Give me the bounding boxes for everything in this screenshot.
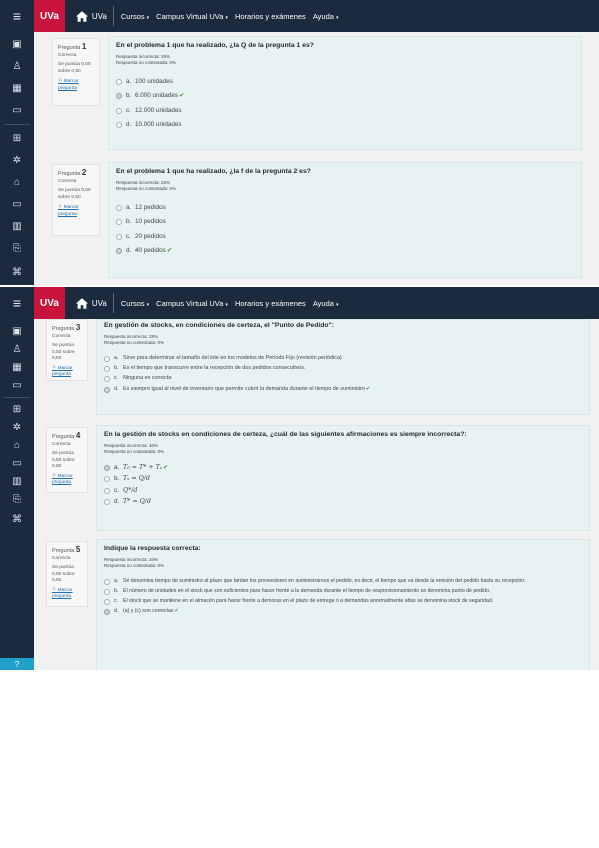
radio-button[interactable] xyxy=(104,476,110,482)
radio-button[interactable] xyxy=(116,122,122,128)
quiz-review-content xyxy=(34,32,599,285)
grid-icon[interactable]: ⊞ xyxy=(12,132,22,144)
answer-list xyxy=(116,204,574,256)
answer-option[interactable]: b. Tₛ = Q/d xyxy=(104,475,582,484)
home-label: UVa xyxy=(91,298,107,308)
graduation-icon[interactable]: ⌘ xyxy=(12,513,22,525)
question-body-2 xyxy=(108,162,582,278)
answer-option[interactable]: c. Q*/d xyxy=(104,487,582,496)
question-number: 4 xyxy=(75,431,81,440)
caret-down-icon: ▾ xyxy=(146,301,150,308)
hamburger-menu-icon[interactable]: ≡ xyxy=(12,8,22,24)
menu-cursos[interactable]: Cursos ▾ xyxy=(120,298,150,308)
question-status: Correcta xyxy=(52,555,71,561)
caret-down-icon: ▾ xyxy=(225,14,228,21)
files-icon[interactable]: ⎘ xyxy=(13,493,21,505)
stat-unanswered: Respuesta no contestada: 0% xyxy=(104,340,165,346)
courses-icon[interactable]: ▥ xyxy=(12,220,22,232)
dashboard-icon[interactable]: ▣ xyxy=(12,325,22,337)
calendar-icon[interactable]: ▦ xyxy=(12,361,22,373)
answer-option[interactable]: d. (a) y (c) son correctas✔ xyxy=(104,608,582,615)
answer-option[interactable]: d. T* = Q/d xyxy=(104,498,582,507)
radio-button[interactable] xyxy=(104,599,110,605)
question-info-2: Pregunta 2 Correcta Se puntúa 0,50 sobre 0,50 ⚐ Marcar pregunta xyxy=(52,164,100,236)
top-navbar xyxy=(0,0,599,32)
flag-question-link[interactable]: ⚐ Marcar pregunta xyxy=(58,79,79,91)
question-number: 1 xyxy=(81,42,87,51)
question-status: Correcta xyxy=(58,178,77,184)
files-icon[interactable]: ⎘ xyxy=(13,242,21,254)
caret-down-icon: ▾ xyxy=(335,301,339,308)
left-sidebar xyxy=(0,319,34,670)
radio-button[interactable] xyxy=(116,79,122,85)
question-number: 2 xyxy=(81,168,87,177)
radio-button-selected[interactable] xyxy=(104,465,110,471)
sidebar-divider xyxy=(4,397,30,398)
question-body-1 xyxy=(108,36,582,150)
answer-option[interactable]: a. Se denomina tiempo de suministro al plazo que tardan los proveedores en suministrarnos el pedido, es decir, el tiempo que va desde la emisión del pedido hasta su recepción. xyxy=(104,578,582,585)
answer-option[interactable]: d. 10.000 unidades xyxy=(116,121,574,130)
courses-icon[interactable]: ▥ xyxy=(12,475,22,487)
question-info-5: Pregunta 5 Correcta Se puntúa 0,50 sobre 0,50 ⚐ Marcar pregunta xyxy=(46,541,88,607)
answer-option[interactable]: a. 100 unidades xyxy=(116,78,574,87)
folder-icon[interactable]: ▭ xyxy=(12,379,22,391)
question-status: Correcta xyxy=(52,441,71,447)
answer-list xyxy=(104,355,582,393)
correct-check-icon: ✔ xyxy=(162,463,169,471)
question-info-4: Pregunta 4 Correcta Se puntúa 0,50 sobre 0,50 ⚐ Marcar pregunta xyxy=(46,427,88,493)
home-label: UVa xyxy=(91,11,107,21)
answer-list xyxy=(104,578,582,615)
stat-incorrect: Respuesta incorrecta: 25% xyxy=(116,179,171,185)
home-icon xyxy=(75,297,89,310)
question-status: Correcta xyxy=(52,333,71,339)
correct-check-icon: ✔ xyxy=(365,385,371,392)
radio-button-selected[interactable] xyxy=(104,387,110,393)
settings-icon[interactable]: ✲ xyxy=(12,421,22,433)
menu-horarios[interactable]: Horarios y exámenes xyxy=(234,11,306,21)
grid-icon[interactable]: ⊞ xyxy=(12,403,22,415)
left-sidebar xyxy=(0,32,34,285)
hamburger-menu-icon[interactable]: ≡ xyxy=(12,295,22,311)
radio-button-selected[interactable] xyxy=(116,93,122,99)
radio-button[interactable] xyxy=(116,205,122,211)
messages-icon[interactable]: ▭ xyxy=(12,457,22,469)
question-score: Se puntúa 0,50 sobre 0,50 xyxy=(58,62,91,74)
dashboard-icon[interactable]: ▣ xyxy=(12,38,22,50)
answer-option[interactable]: c. Ninguna es correcta xyxy=(104,375,582,382)
answer-option[interactable]: a. Sirve para determinar el tamaño del lote en los modelos de Período Fijo (revisión periódica) xyxy=(104,355,582,362)
answer-option[interactable]: d. 40 pedidos✔ xyxy=(116,247,574,256)
caret-down-icon: ▾ xyxy=(146,14,150,21)
stat-unanswered: Respuesta no contestada: 0% xyxy=(104,449,165,455)
stat-unanswered: Respuesta no contestada: 0% xyxy=(116,60,177,66)
screenshot-top xyxy=(0,0,599,285)
help-icon[interactable]: ? xyxy=(0,658,34,670)
menu-campus-virtual[interactable]: Campus Virtual UVa ▾ xyxy=(156,11,228,21)
question-body-5 xyxy=(96,539,590,670)
radio-button[interactable] xyxy=(104,356,110,362)
users-icon[interactable]: ♙ xyxy=(12,60,22,72)
home-icon[interactable]: ⌂ xyxy=(13,439,21,451)
radio-button[interactable] xyxy=(116,234,122,240)
menu-ayuda[interactable]: Ayuda ▾ xyxy=(312,11,339,21)
flag-question-link[interactable]: ⚐ Marcar pregunta xyxy=(52,365,73,378)
question-info-1: Pregunta 1 Correcta Se puntúa 0,50 sobre 0,50 ⚐ Marcar pregunta xyxy=(52,38,100,106)
question-score: Se puntúa 0,50 sobre 0,50 xyxy=(52,343,75,362)
home-link[interactable] xyxy=(75,6,114,26)
question-title: En el problema 1 que ha realizado, ¿la f de la pregunta 2 es? xyxy=(116,168,311,175)
stat-incorrect: Respuesta incorrecta: 28% xyxy=(104,333,159,339)
stat-unanswered: Respuesta no contestada: 0% xyxy=(116,186,177,192)
home-icon[interactable]: ⌂ xyxy=(13,176,21,188)
radio-button[interactable] xyxy=(104,499,110,505)
radio-button-selected[interactable] xyxy=(116,248,122,254)
answer-option[interactable]: d. Es siempre igual al nivel de inventario que permite cubrir la demanda durante el tiempo de suministro✔ xyxy=(104,386,582,393)
stat-incorrect: Respuesta incorrecta: 34% xyxy=(104,556,159,562)
home-link[interactable] xyxy=(75,293,114,313)
screenshot-bottom xyxy=(0,287,599,670)
question-body-3 xyxy=(96,319,590,415)
answer-option[interactable]: a. T₀ = T* + Tₛ✔ xyxy=(104,464,582,473)
stat-unanswered: Respuesta no contestada: 0% xyxy=(104,563,165,569)
graduation-icon[interactable]: ⌘ xyxy=(12,266,22,278)
question-title: En gestión de stocks, en condiciones de certeza, el "Punto de Pedido": xyxy=(104,322,335,329)
question-title: En el problema 1 que ha realizado, ¿la Q de la pregunta 1 es? xyxy=(116,42,314,49)
answer-option[interactable]: b. 6.000 unidades✔ xyxy=(116,92,574,101)
flag-question-link[interactable]: ⚐ Marcar pregunta xyxy=(52,473,73,486)
answer-option[interactable]: a. 12 pedidos xyxy=(116,204,574,213)
radio-button[interactable] xyxy=(104,488,110,494)
radio-button[interactable] xyxy=(104,376,110,382)
question-status: Correcta xyxy=(58,52,77,58)
question-title: En la gestión de stocks en condiciones de certeza, ¿cuál de las siguientes afirmaciones es siempre incorrecta?: xyxy=(104,431,467,438)
answer-option[interactable]: c. El stock que se mantiene en el almacén para hacer frente a demoras en el plazo de entrega o a demandas anormalmente altas se denomina stock de seguridad. xyxy=(104,598,582,605)
folder-icon[interactable]: ▭ xyxy=(12,104,22,116)
sidebar-divider xyxy=(4,124,30,125)
calendar-icon[interactable]: ▦ xyxy=(12,82,22,94)
question-number: 5 xyxy=(75,545,81,554)
answer-option[interactable]: c. 12.000 unidades xyxy=(116,107,574,116)
users-icon[interactable]: ♙ xyxy=(12,343,22,355)
correct-check-icon: ✔ xyxy=(179,92,185,100)
correct-check-icon: ✔ xyxy=(174,607,179,614)
question-info-3: Pregunta 3 Correcta Se puntúa 0,50 sobre 0,50 ⚐ Marcar pregunta xyxy=(46,319,88,381)
menu-campus-virtual[interactable]: Campus Virtual UVa ▾ xyxy=(156,298,228,308)
answer-option[interactable]: b. El número de unidades en el stock que son suficientes para hacer frente a la demanda durante el tiempo de reaprovisionamiento se denomina punto de pedido. xyxy=(104,588,582,595)
radio-button[interactable] xyxy=(104,579,110,585)
correct-check-icon: ✔ xyxy=(166,247,173,255)
settings-icon[interactable]: ✲ xyxy=(12,154,22,166)
radio-button-selected[interactable] xyxy=(104,609,110,615)
question-score: Se puntúa 0,50 sobre 0,50 xyxy=(58,188,91,200)
brand-logo[interactable]: UVa xyxy=(34,287,65,319)
radio-button[interactable] xyxy=(104,366,110,372)
radio-button[interactable] xyxy=(104,589,110,595)
question-score: Se puntúa 0,50 sobre 0,50 xyxy=(52,451,75,470)
top-navbar xyxy=(0,287,599,319)
flag-question-link[interactable]: ⚐ Marcar pregunta xyxy=(58,205,79,217)
menu-horarios[interactable]: Horarios y exámenes xyxy=(234,298,306,308)
flag-question-link[interactable]: ⚐ Marcar pregunta xyxy=(52,587,73,600)
radio-button[interactable] xyxy=(116,219,122,225)
menu-ayuda[interactable]: Ayuda ▾ xyxy=(312,298,339,308)
answer-option[interactable]: b. Es el tiempo que transcurre entre la recepción de dos pedidos consecutivos. xyxy=(104,365,582,372)
messages-icon[interactable]: ▭ xyxy=(12,198,22,210)
caret-down-icon: ▾ xyxy=(225,301,228,308)
radio-button[interactable] xyxy=(116,108,122,114)
quiz-review-content xyxy=(34,319,599,670)
question-body-4 xyxy=(96,425,590,531)
menu-cursos[interactable]: Cursos ▾ xyxy=(120,11,150,21)
answer-option[interactable]: c. 20 pedidos xyxy=(116,233,574,242)
question-score: Se puntúa 0,50 sobre 0,50 xyxy=(52,565,75,584)
answer-option[interactable]: b. 10 pedidos xyxy=(116,218,574,227)
stat-incorrect: Respuesta incorrecta: 40% xyxy=(104,442,159,448)
answer-list xyxy=(104,464,582,507)
question-number: 3 xyxy=(75,323,81,332)
caret-down-icon: ▾ xyxy=(335,14,339,21)
brand-logo[interactable]: UVa xyxy=(34,0,65,32)
stat-incorrect: Respuesta incorrecta: 26% xyxy=(116,53,171,59)
home-icon xyxy=(75,10,89,23)
answer-list xyxy=(116,78,574,130)
question-title: Indique la respuesta correcta: xyxy=(104,545,201,552)
